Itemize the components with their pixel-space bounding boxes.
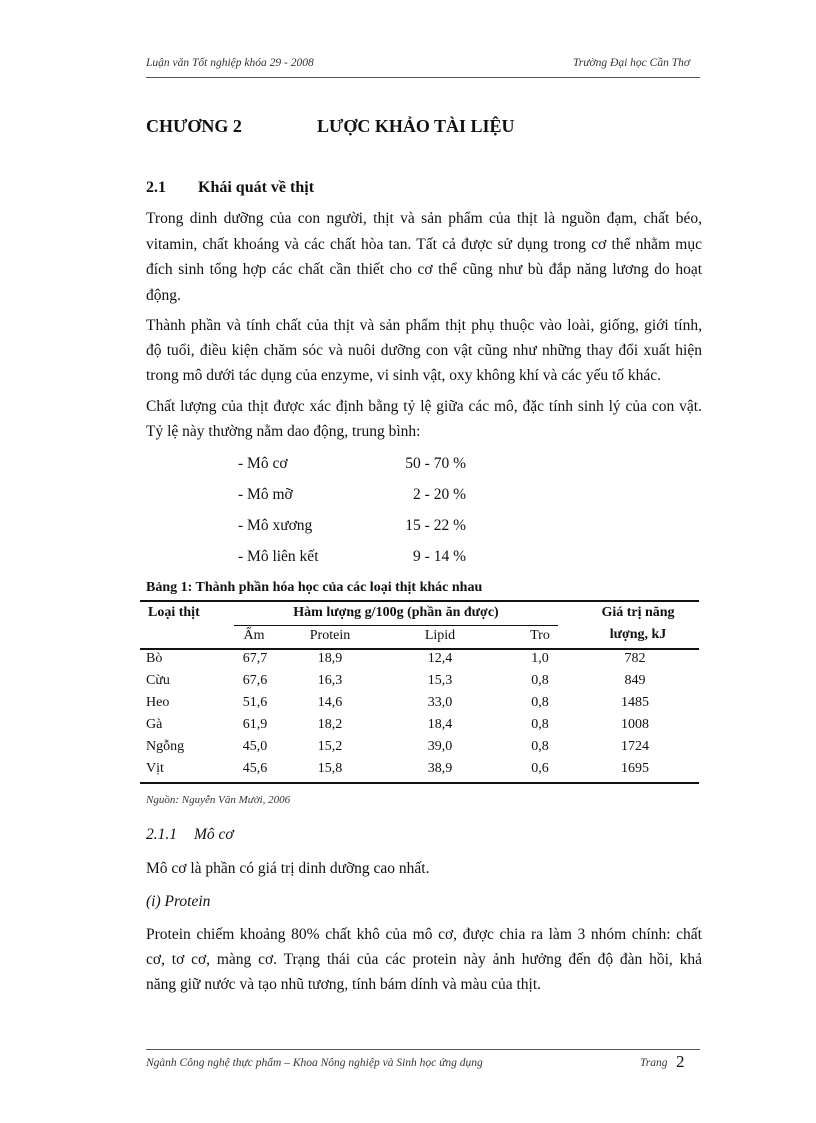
table-cell: Cừu bbox=[146, 673, 170, 688]
paragraph-line: Protein chiếm khoảng 80% chất khô của mô cơ, được chia ra làm 3 nhóm chính: chất bbox=[146, 926, 702, 943]
subsection-number: 2.1.1 bbox=[146, 826, 177, 843]
table-subheader: Lipid bbox=[424, 628, 456, 643]
table-cell: 18,4 bbox=[427, 717, 453, 732]
table-cell: 0,6 bbox=[531, 761, 549, 776]
table-cell: 15,3 bbox=[427, 673, 453, 688]
table-cell: 12,4 bbox=[427, 651, 453, 666]
table-cell: 38,9 bbox=[427, 761, 453, 776]
table-bottom-rule bbox=[140, 782, 699, 784]
table-cell: Gà bbox=[146, 717, 163, 732]
table-cell: 67,7 bbox=[242, 651, 268, 666]
composition-name: - Mô xương bbox=[238, 517, 313, 534]
table-caption: Bảng 1: Thành phần hóa học của các loại thịt khác nhau bbox=[146, 580, 483, 595]
header-right: Trường Đại học Cần Thơ bbox=[573, 57, 690, 69]
table-cell: 61,9 bbox=[242, 717, 268, 732]
table-cell: 1724 bbox=[621, 739, 649, 754]
table-cell: 16,3 bbox=[317, 673, 343, 688]
table-source: Nguồn: Nguyễn Văn Mười, 2006 bbox=[146, 794, 291, 806]
composition-value: 2 - 20 % bbox=[413, 486, 466, 503]
table-cell: 67,6 bbox=[242, 673, 268, 688]
footer-left: Ngành Công nghệ thực phẩm – Khoa Nông nghiệp và Sinh học ứng dụng bbox=[146, 1057, 483, 1069]
table-cell: 0,8 bbox=[531, 695, 549, 710]
paragraph-line: động. bbox=[146, 287, 181, 304]
header-left: Luận văn Tốt nghiệp khóa 29 - 2008 bbox=[146, 57, 314, 69]
table-cell: 51,6 bbox=[242, 695, 268, 710]
table-cell: 849 bbox=[624, 673, 646, 688]
table-cell: 0,8 bbox=[531, 673, 549, 688]
table-cell: 14,6 bbox=[317, 695, 343, 710]
table-cell: 45,0 bbox=[242, 739, 268, 754]
subsection-intro: Mô cơ là phần có giá trị dinh dưỡng cao nhất. bbox=[146, 860, 430, 877]
section-number: 2.1 bbox=[146, 179, 166, 196]
table-subheader: Protein bbox=[309, 628, 351, 643]
table-cell: 1008 bbox=[621, 717, 649, 732]
paragraph-line: Tỷ lệ này thường nằm dao động, trung bình: bbox=[146, 423, 421, 440]
composition-name: - Mô mỡ bbox=[238, 486, 293, 503]
table-cell: 1695 bbox=[621, 761, 649, 776]
paragraph-line: đích sinh tổng hợp các chất cần thiết cho cơ thể cũng như bù đắp năng lương do hoạt bbox=[146, 261, 702, 278]
composition-value: 15 - 22 % bbox=[405, 517, 466, 534]
table-cell: 1,0 bbox=[531, 651, 549, 666]
paragraph-line: Thành phần và tính chất của thịt và sản phẩm thịt phụ thuộc vào loài, giống, giới tính, bbox=[146, 317, 702, 334]
table-cell: 15,8 bbox=[317, 761, 343, 776]
table-group-rule bbox=[234, 625, 558, 626]
table-cell: Bò bbox=[146, 651, 163, 666]
table-cell: 0,8 bbox=[531, 717, 549, 732]
header-rule bbox=[146, 77, 700, 78]
table-cell: 39,0 bbox=[427, 739, 453, 754]
paragraph-line: vitamin, chất khoáng và các chất hòa tan. Tất cả được sử dụng trong cơ thể nhằm mục bbox=[146, 236, 702, 253]
paragraph-line: cơ, tơ cơ, màng cơ. Trạng thái của các protein này ảnh hưởng đến độ đàn hồi, khả bbox=[146, 951, 702, 968]
composition-name: - Mô liên kết bbox=[238, 548, 319, 565]
table-cell: 18,9 bbox=[317, 651, 343, 666]
paragraph-line: độ tuổi, điều kiện chăm sóc và nuôi dưỡng con vật cũng như những thay đổi xuất hiện bbox=[146, 342, 702, 359]
footer-page-label: Trang bbox=[640, 1057, 668, 1069]
section-title: Khái quát về thịt bbox=[198, 179, 315, 196]
footer-rule bbox=[146, 1049, 700, 1050]
composition-value: 50 - 70 % bbox=[405, 455, 466, 472]
table-header-energy: lượng, kJ bbox=[609, 627, 667, 642]
table-cell: 15,2 bbox=[317, 739, 343, 754]
table-cell: 33,0 bbox=[427, 695, 453, 710]
table-cell: 18,2 bbox=[317, 717, 343, 732]
table-cell: Heo bbox=[146, 695, 170, 710]
composition-name: - Mô cơ bbox=[238, 455, 288, 472]
protein-heading: (i) Protein bbox=[146, 893, 211, 910]
table-cell: Vịt bbox=[146, 761, 164, 776]
table-subheader: Ẩm bbox=[243, 628, 265, 643]
chapter-title: LƯỢC KHẢO TÀI LIỆU bbox=[317, 116, 515, 136]
paragraph-line: trong mô dưới tác dụng của enzyme, vi sinh vật, oxy không khí và các yếu tố khác. bbox=[146, 367, 662, 384]
subsection-title: Mô cơ bbox=[194, 826, 234, 843]
table-header-energy: Giá trị năng bbox=[601, 605, 675, 620]
table-subheader: Tro bbox=[530, 628, 550, 643]
paragraph-line: Trong dinh dưỡng của con người, thịt và sản phẩm của thịt là nguồn đạm, chất béo, bbox=[146, 210, 702, 227]
table-header-meat: Loại thịt bbox=[148, 605, 200, 620]
table-cell: Ngỗng bbox=[146, 739, 185, 754]
table-header-group: Hàm lượng g/100g (phần ăn được) bbox=[293, 605, 499, 620]
table-top-rule bbox=[140, 600, 699, 602]
paragraph-line: Chất lượng của thịt được xác định bằng tỷ lệ giữa các mô, đặc tính sinh lý của con vật. bbox=[146, 398, 702, 415]
footer-page-number: 2 bbox=[676, 1052, 685, 1071]
chapter-label: CHƯƠNG 2 bbox=[146, 116, 242, 136]
composition-value: 9 - 14 % bbox=[413, 548, 466, 565]
table-cell: 782 bbox=[624, 651, 646, 666]
table-cell: 1485 bbox=[621, 695, 649, 710]
paragraph-line: năng giữ nước và tạo nhũ tương, tính bám dính và màu của thịt. bbox=[146, 976, 542, 993]
table-cell: 0,8 bbox=[531, 739, 549, 754]
table-header-rule bbox=[140, 648, 699, 650]
table-cell: 45,6 bbox=[242, 761, 268, 776]
